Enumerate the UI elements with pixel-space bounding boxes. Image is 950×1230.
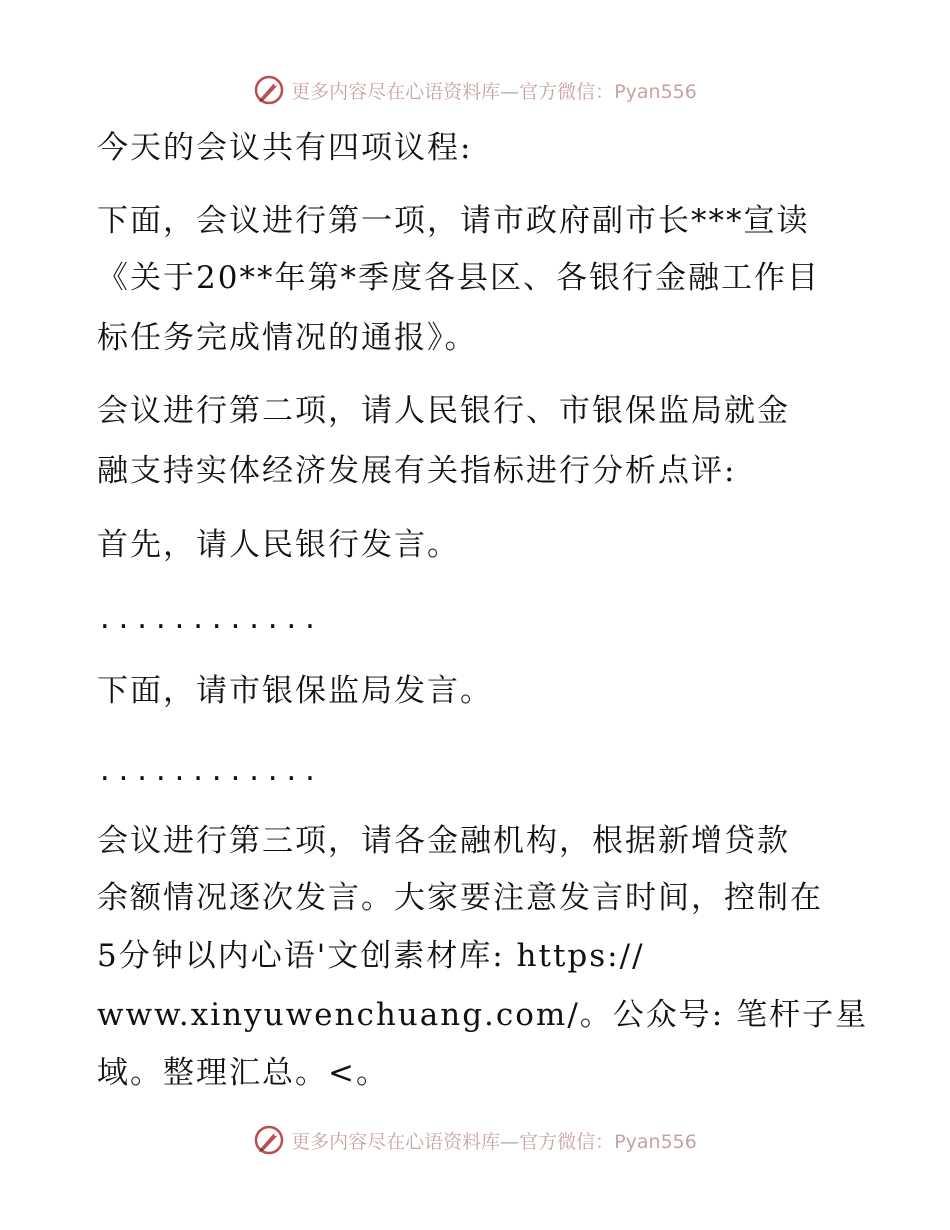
header-wechat-id: Pyan556	[614, 80, 697, 103]
doc-line: 域。整理汇总。<。	[97, 1055, 389, 1091]
header-banner	[0, 70, 950, 110]
quill-pen-circle-icon	[253, 1124, 285, 1156]
doc-ellipsis-line: ............	[97, 605, 321, 635]
doc-line: www.xinyuwenchuang.com/。公众号: 笔杆子星	[97, 997, 869, 1033]
doc-line: 今天的会议共有四项议程:	[97, 130, 473, 166]
footer-separator: —	[500, 1130, 520, 1153]
doc-line: 融支持实体经济发展有关指标进行分析点评:	[97, 453, 737, 489]
footer-banner-text	[291, 1127, 697, 1154]
footer-site-name: 更多内容尽在心语资料库	[291, 1130, 501, 1153]
doc-line: 会议进行第三项，请各金融机构，根据新增贷款	[97, 823, 790, 859]
header-site-name: 更多内容尽在心语资料库	[291, 80, 501, 103]
footer-wechat-id: Pyan556	[614, 1130, 697, 1153]
doc-ellipsis-line: ............	[97, 757, 321, 787]
header-banner-text	[291, 77, 697, 104]
doc-line: 下面，请市银保监局发言。	[97, 673, 493, 709]
doc-line: 《关于20**年第*季度各县区、各银行金融工作目	[97, 260, 820, 296]
footer-wechat-label: 官方微信：	[519, 1130, 615, 1153]
doc-line: 标任务完成情况的通报》。	[97, 320, 478, 356]
quill-pen-circle-icon	[253, 74, 285, 106]
doc-line: 会议进行第二项，请人民银行、市银保监局就金	[97, 393, 790, 429]
doc-line: 下面，会议进行第一项，请市政府副市长***宣读	[97, 203, 810, 239]
footer-banner	[0, 1120, 950, 1160]
doc-line: 5分钟以内心语'文创素材库: https://	[97, 938, 645, 974]
header-separator: —	[500, 80, 520, 103]
header-wechat-label: 官方微信：	[519, 80, 615, 103]
doc-line: 余额情况逐次发言。大家要注意发言时间，控制在	[97, 880, 823, 916]
doc-line: 首先，请人民银行发言。	[97, 527, 460, 563]
